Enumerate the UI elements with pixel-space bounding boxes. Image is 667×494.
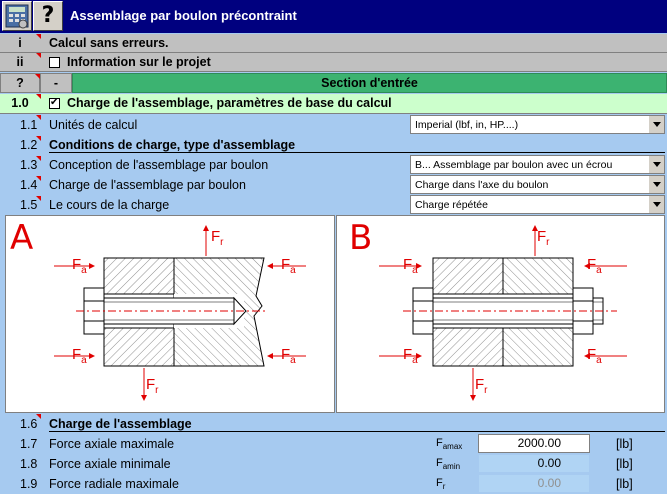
units-label: Unités de calcul bbox=[49, 118, 138, 132]
min-axial-force-row bbox=[0, 454, 667, 474]
diagram-b-panel[interactable] bbox=[336, 215, 665, 413]
joint-design-select[interactable] bbox=[410, 155, 665, 174]
max-radial-force-row bbox=[0, 474, 667, 494]
row-index: 1.4 bbox=[20, 178, 38, 192]
joint-load-row bbox=[0, 175, 667, 195]
section-1-label: Charge de l'assemblage, paramètres de base du calcul bbox=[67, 96, 392, 110]
row-index: 1.1 bbox=[20, 118, 38, 132]
section-help-label: ? bbox=[16, 76, 24, 90]
force-label: $F_r$ bbox=[211, 228, 224, 248]
row-index: 1.8 bbox=[20, 457, 38, 471]
force-label: $F_a$ bbox=[587, 346, 602, 366]
units-select[interactable] bbox=[410, 115, 665, 134]
max-radial-force-input[interactable]: 0.00 bbox=[478, 474, 590, 493]
collapse-label: - bbox=[53, 76, 59, 90]
calculator-icon[interactable] bbox=[2, 1, 32, 31]
joint-design-label: Conception de l'assemblage par boulon bbox=[49, 158, 269, 172]
collapse-button[interactable] bbox=[40, 73, 72, 93]
section-1-row[interactable] bbox=[0, 94, 667, 114]
joint-load-heading: Charge de l'assemblage bbox=[49, 417, 665, 432]
status-row-errors bbox=[0, 34, 667, 53]
bolt-with-nut-diagram bbox=[337, 216, 664, 412]
row-index: ii bbox=[16, 55, 24, 69]
row-index: 1.3 bbox=[20, 158, 38, 172]
min-axial-force-label: Force axiale minimale bbox=[49, 457, 171, 471]
load-course-label: Le cours de la charge bbox=[49, 198, 170, 212]
joint-load-heading-row bbox=[0, 414, 667, 433]
load-course-select[interactable] bbox=[410, 195, 665, 214]
chevron-down-icon[interactable] bbox=[648, 176, 664, 193]
load-conditions-heading: Conditions de charge, type d'assemblage bbox=[49, 138, 665, 153]
load-conditions-row bbox=[0, 135, 667, 155]
diagram-a-panel[interactable] bbox=[5, 215, 335, 413]
units-select-value: Imperial (lbf, in, HP....) bbox=[415, 119, 519, 131]
diagram-letter: B bbox=[349, 218, 373, 258]
symbol-label: $F_{amax}$ bbox=[436, 437, 463, 452]
row-index: 1.9 bbox=[20, 477, 38, 491]
max-axial-force-input[interactable]: 2000.00 bbox=[478, 434, 590, 453]
section-title-bar bbox=[72, 73, 667, 93]
force-label: $F_a$ bbox=[403, 346, 418, 366]
load-course-select-value: Charge répétée bbox=[415, 199, 488, 211]
project-info-checkbox[interactable] bbox=[49, 57, 60, 68]
min-axial-force-input[interactable]: 0.00 bbox=[478, 454, 590, 473]
section-header bbox=[0, 73, 667, 93]
joint-load-label: Charge de l'assemblage par boulon bbox=[49, 178, 246, 192]
chevron-down-icon[interactable] bbox=[648, 196, 664, 213]
force-label: $F_a$ bbox=[281, 346, 296, 366]
section-title: Section d'entrée bbox=[321, 76, 418, 90]
joint-load-select[interactable] bbox=[410, 175, 665, 194]
row-index: 1.6 bbox=[20, 417, 38, 431]
help-button[interactable]: ? bbox=[33, 1, 63, 31]
joint-load-select-value: Charge dans l'axe du boulon bbox=[415, 179, 549, 191]
force-label: $F_a$ bbox=[587, 256, 602, 276]
window-title: Assemblage par boulon précontraint bbox=[70, 8, 297, 23]
diagram-letter: A bbox=[10, 218, 34, 258]
project-info-row[interactable] bbox=[0, 53, 667, 72]
force-label: $F_a$ bbox=[281, 256, 296, 276]
unit-label: [lb] bbox=[616, 477, 633, 491]
max-radial-force-label: Force radiale maximale bbox=[49, 477, 179, 491]
max-axial-force-label: Force axiale maximale bbox=[49, 437, 175, 451]
status-message: Calcul sans erreurs. bbox=[49, 36, 169, 50]
section-help-button[interactable] bbox=[0, 73, 40, 93]
chevron-down-icon[interactable] bbox=[648, 116, 664, 133]
force-label: $F_r$ bbox=[537, 228, 550, 248]
row-index: 1.0 bbox=[11, 96, 29, 110]
load-course-row bbox=[0, 195, 667, 215]
force-label: $F_r$ bbox=[146, 376, 159, 396]
symbol-label: $F_{amin}$ bbox=[436, 457, 461, 472]
row-index: 1.5 bbox=[20, 198, 38, 212]
row-index: i bbox=[18, 36, 22, 50]
max-axial-force-row bbox=[0, 433, 667, 454]
force-label: $F_a$ bbox=[72, 346, 87, 366]
force-label: $F_a$ bbox=[72, 256, 87, 276]
section-1-checkbox[interactable] bbox=[49, 98, 60, 109]
row-index: 1.7 bbox=[20, 437, 38, 451]
bolt-with-tapped-hole-diagram bbox=[6, 216, 334, 412]
unit-label: [lb] bbox=[616, 457, 633, 471]
chevron-down-icon[interactable] bbox=[648, 156, 664, 173]
force-label: $F_r$ bbox=[475, 376, 488, 396]
project-info-label: Information sur le projet bbox=[67, 55, 211, 69]
title-bar bbox=[0, 0, 667, 33]
row-index: 1.2 bbox=[20, 138, 38, 152]
symbol-label: $F_r$ bbox=[436, 477, 446, 492]
unit-label: [lb] bbox=[616, 437, 633, 451]
joint-design-row bbox=[0, 155, 667, 175]
units-row bbox=[0, 114, 667, 135]
joint-design-select-value: B... Assemblage par boulon avec un écrou bbox=[415, 159, 613, 171]
force-label: $F_a$ bbox=[403, 256, 418, 276]
